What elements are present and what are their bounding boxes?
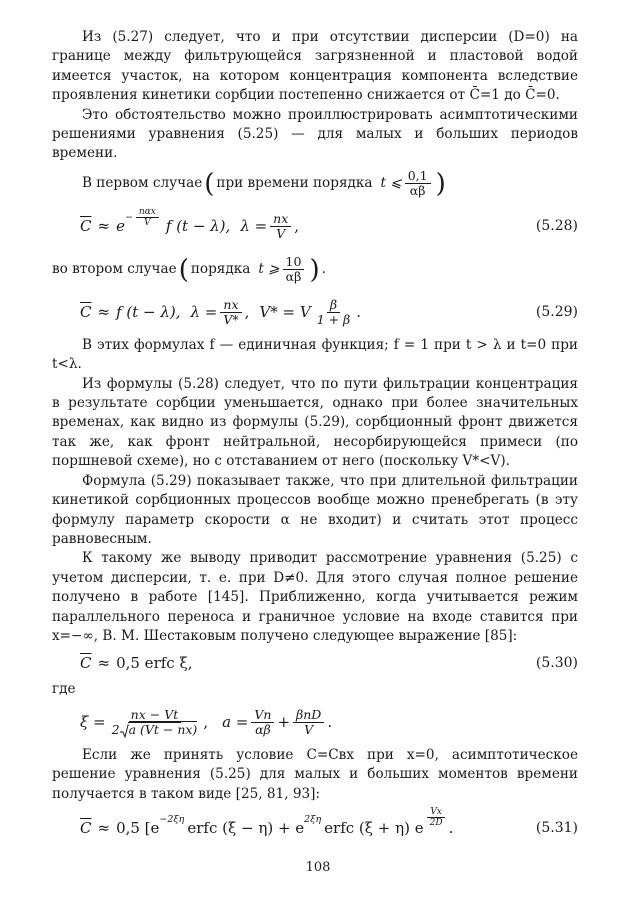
text: во втором случае [52,261,177,278]
fraction: $\frac{10}{\alpha\beta}$ [283,255,305,284]
equation-5-28: $\overline{C}$ ≈ e − $\frac{\text{nαx}}{V}$ f (t − λ), λ = $\frac{nx}{V}$ , (5.28) [80,207,578,242]
paragraph: В этих формулах f — единичная функция; f = 1 при t > λ и t=0 при t<λ. [52,336,578,373]
page-body [52,28,578,854]
text: порядка [190,261,251,278]
page-number: 108 [305,860,331,875]
paragraph: Формула (5.29) показывает также, что при длительной фильтрации кинетикой сорбционных процессов вообще можно пренебрегать (в эту формулу параметр скорости α не входит) и считать этот процесс равновесным. [52,472,578,547]
condition-line-1 [52,164,578,204]
paragraph: где [52,681,76,698]
equation-number: (5.31) [535,820,578,837]
math: t ⩽ [380,175,402,192]
text: при времени порядка [216,175,373,192]
paragraph: К такому же выводу приводит рассмотрение уравнения (5.25) с учетом дисперсии, т. е. при D≠0. Для этого случая полное решение получено в работе [145]. Приближенно, когда учитывается режим параллельного переноса и граничное условие на входе ставится при x=−∞, В. М. Шестаковым получено следующее выражение [85]: [52,550,578,644]
condition-line-2: во втором случае ( порядка t ⩾ $\frac{10}{\alpha\beta}$ ) . [52,254,326,285]
paragraph: Из формулы (5.28) следует, что по пути фильтрации концентрация в результате сорбции уменьшается, однако при более значительных временах, как видно из формулы (5.29), сорбционный фронт движется так же, как фронт нейтральной, несорбирующейся примеси (по поршневой схеме), но с отставанием от него (поскольку V*<V). [52,375,578,470]
equation-5-29: $\overline{C}$ ≈ f (t − λ), λ = $\frac{nx}{V*}$ , V* = V $\frac{\beta}{1 + \beta}$ . (5.29) [80,297,578,328]
right-paren: ) [435,168,446,199]
equation-number: (5.30) [535,654,578,671]
equation-number: (5.28) [535,218,578,235]
equation-number: (5.29) [535,304,578,321]
paragraph: Это обстоятельство можно проиллюстрировать асимптотическими решениями уравнения (5.25) — для малых и больших периодов времени. [52,106,578,162]
equation-xi: ξ = $\frac{nx - Vt}{2 a (Vt - nx)}$ , a = $\frac{Vn}{\alpha\beta}$ + $\frac{\text{βnD}}{V}$ . [80,707,333,738]
left-paren: ( [204,168,215,199]
paragraph: Из (5.27) следует, что и при отсутствии дисперсии (D=0) на границе между фильтрующейся загрязненной и пластовой водой имеется участок, на котором концентрация компонента вследствие проявления кинетики сорбции постепенно снижается от C̄=1 до C̄=0. [52,29,578,104]
equation-5-30: $\overline{C}$ ≈ 0,5 erfc ξ, (5.30) [80,653,578,672]
radical-icon [120,724,129,738]
math: t ⩾ [258,261,280,278]
left-paren: ( [178,254,189,285]
paragraph: Если же принять условие C=Cвх при x=0, асимптотическое решение уравнения (5.25) для малых и больших моментов времени получается в таком виде [25, 81, 93]: [52,746,578,802]
equation-5-31: $\overline{C}$ ≈ 0,5 [e −2ξη erfc (ξ − η) + e 2ξη erfc (ξ + η) e $\frac{Vx}{2D}$ . (5.31) [80,807,578,838]
fraction: $\frac{0,1}{\alpha\beta}$ [405,169,431,198]
right-paren: ) [309,254,320,285]
text: В первом случае [82,175,203,192]
